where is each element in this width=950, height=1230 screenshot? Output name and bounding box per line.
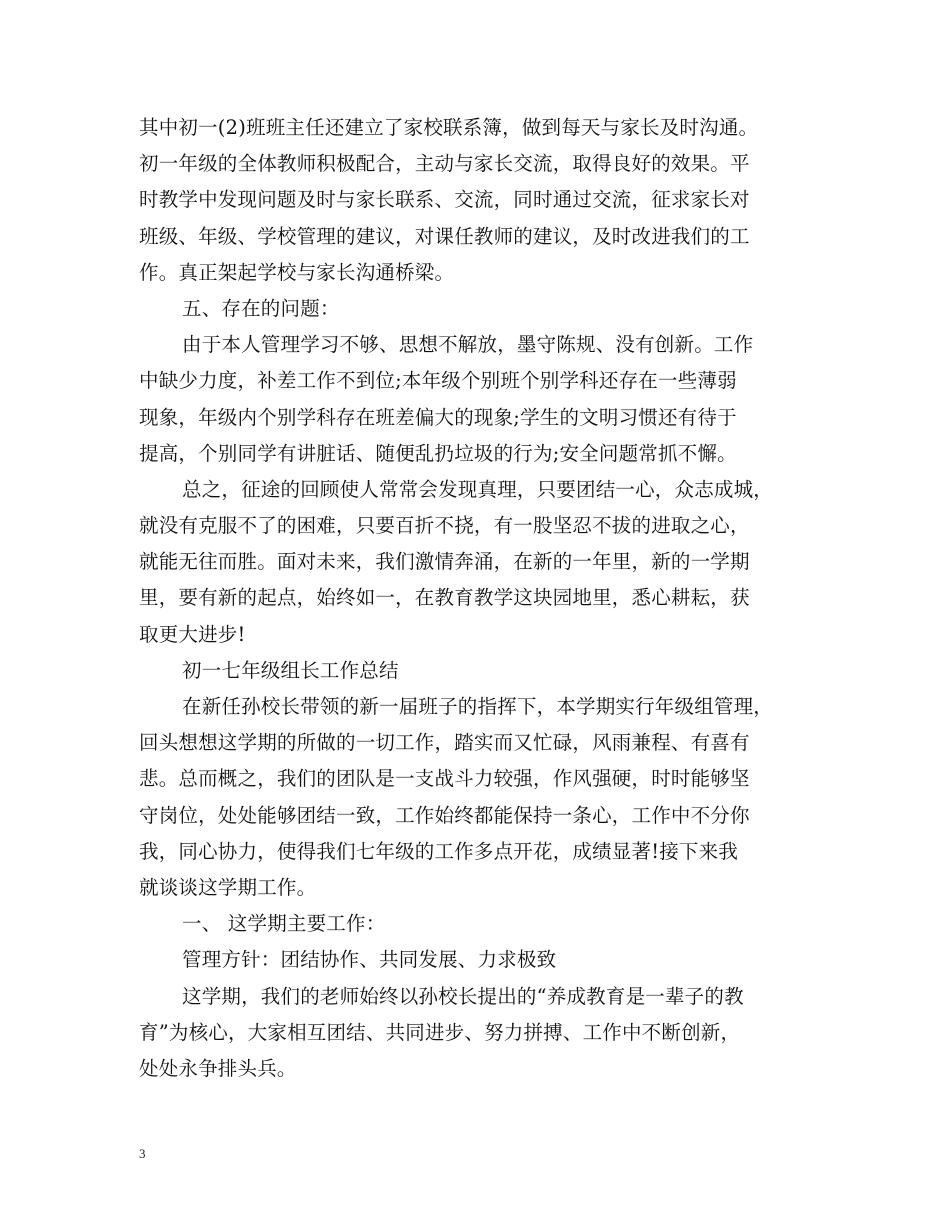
text-line: 就能无往而胜。面对未来，我们激情奔涌，在新的一年里，新的一学期 — [139, 550, 750, 574]
text-line: 由于本人管理学习不够、思想不解放，墨守陈规、没有创新。工作 — [182, 333, 754, 357]
document-body — [139, 110, 819, 1087]
text-line: 一、 这学期主要工作： — [182, 912, 386, 936]
text-line: 就谈谈这学期工作。 — [139, 875, 317, 899]
text-line: 这学期，我们的老师始终以孙校长提出的“养成教育是一辈子的教 — [182, 984, 744, 1008]
text-line: 管理方针：团结协作、共同发展、力求极致 — [182, 948, 557, 972]
text-line: 守岗位，处处能够团结一致，工作始终都能保持一条心，工作中不分你 — [139, 803, 750, 827]
text-line: 取更大进步! — [139, 622, 246, 646]
text-line: 提高，个别同学有讲脏话、随便乱扔垃圾的行为;安全问题常抓不懈。 — [139, 441, 737, 465]
text-line: 育”为核心，大家相互团结、共同进步、努力拼搏、工作中不断创新， — [139, 1020, 741, 1044]
text-line: 里，要有新的起点，始终如一，在教育教学这块园地里，悉心耕耘，获 — [139, 586, 750, 610]
text-line: 其中初一(2)班班主任还建立了家校联系簿，做到每天与家长及时沟通。 — [139, 116, 759, 139]
text-line: 总之，征途的回顾使人常常会发现真理，只要团结一心，众志成城， — [182, 477, 774, 501]
text-line: 在新任孙校长带领的新一届班子的指挥下，本学期实行年级组管理， — [182, 695, 774, 718]
text-line: 我，同心协力，使得我们七年级的工作多点开花，成绩显著!接下来我 — [139, 839, 739, 863]
text-line: 初一七年级组长工作总结 — [182, 658, 399, 682]
page-number: 3 — [139, 1146, 146, 1161]
text-line: 就没有克服不了的困难，只要百折不挠，有一股坚忍不拔的进取之心， — [139, 514, 750, 538]
text-line: 回头想想这学期的所做的一切工作，踏实而又忙碌，风雨兼程、有喜有 — [139, 731, 750, 755]
text-line: 作。真正架起学校与家长沟通桥梁。 — [139, 260, 455, 284]
text-line: 悲。总而概之，我们的团队是一支战斗力较强，作风强硬，时时能够坚 — [139, 767, 750, 791]
text-line: 中缺少力度，补差工作不到位;本年级个别班个别学科还存在一些薄弱 — [139, 369, 737, 393]
text-line: 处处永争排头兵。 — [139, 1056, 297, 1080]
text-line: 现象，年级内个别学科存在班差偏大的现象;学生的文明习惯还有待于 — [139, 405, 737, 429]
text-line: 五、存在的问题： — [182, 296, 340, 320]
text-line: 时教学中发现问题及时与家长联系、交流，同时通过交流，征求家长对 — [139, 188, 750, 212]
text-line: 初一年级的全体教师积极配合，主动与家长交流，取得良好的效果。平 — [139, 152, 750, 176]
text-line: 班级、年级、学校管理的建议，对课任教师的建议，及时改进我们的工 — [139, 224, 750, 248]
